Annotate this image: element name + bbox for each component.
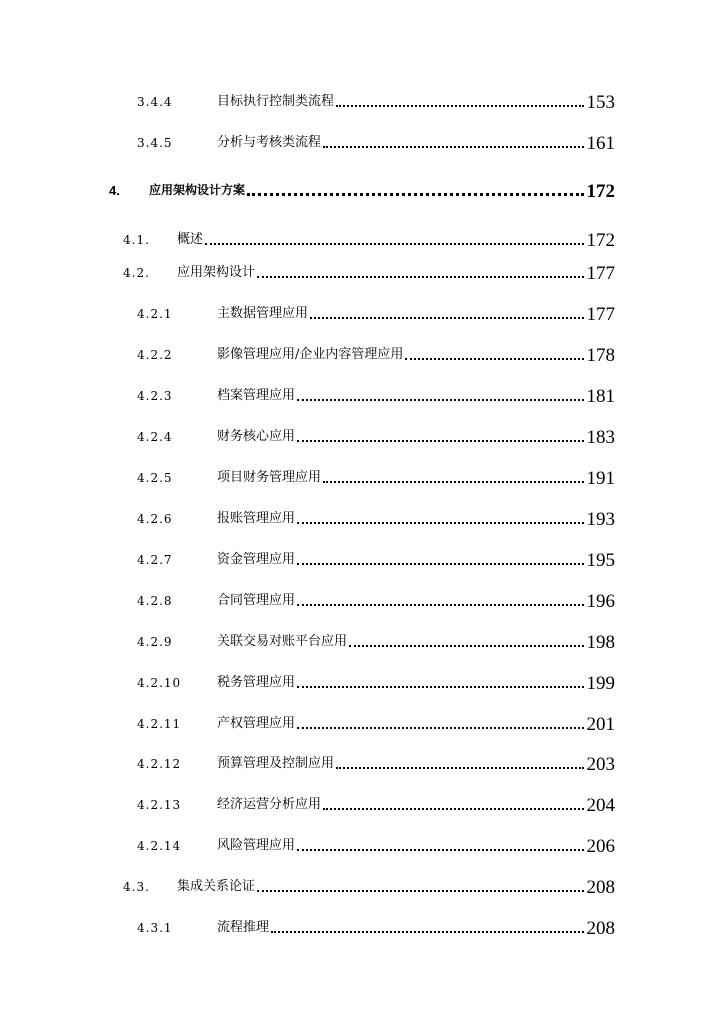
entry-title: 流程推理 bbox=[217, 920, 270, 935]
entry-number: 4.2.13 bbox=[137, 798, 182, 812]
dot-leader bbox=[310, 317, 583, 319]
entry-page: 208 bbox=[586, 877, 615, 897]
entry-title: 目标执行控制类流程 bbox=[217, 94, 335, 109]
entry-title: 应用架构设计 bbox=[177, 265, 256, 280]
entry-number: 4.2.11 bbox=[137, 717, 182, 731]
dot-leader bbox=[297, 399, 583, 401]
toc-entry[interactable] bbox=[123, 255, 615, 283]
entry-title: 主数据管理应用 bbox=[217, 306, 309, 321]
entry-page: 191 bbox=[586, 468, 615, 488]
entry-number: 4.3. bbox=[123, 880, 150, 894]
toc-entry[interactable] bbox=[137, 542, 615, 570]
dot-leader bbox=[297, 440, 583, 442]
entry-number: 4.2.3 bbox=[137, 389, 173, 403]
entry-page: 195 bbox=[586, 550, 615, 570]
dot-leader bbox=[205, 243, 583, 245]
entry-title: 合同管理应用 bbox=[217, 593, 296, 608]
toc-entry[interactable] bbox=[137, 125, 615, 153]
entry-number: 4.2.7 bbox=[137, 553, 173, 567]
toc-entry[interactable] bbox=[137, 624, 615, 652]
entry-page: 172 bbox=[586, 230, 615, 250]
entry-page: 161 bbox=[586, 133, 615, 153]
toc-entry[interactable] bbox=[137, 419, 615, 447]
dot-leader bbox=[323, 808, 583, 810]
entry-title: 关联交易对账平台应用 bbox=[217, 634, 348, 649]
entry-page: 201 bbox=[586, 714, 615, 734]
toc-entry[interactable] bbox=[137, 501, 615, 529]
entry-number: 4.1. bbox=[123, 233, 150, 247]
entry-title: 财务核心应用 bbox=[217, 429, 296, 444]
toc-entry[interactable] bbox=[137, 378, 615, 406]
entry-title: 集成关系论证 bbox=[177, 879, 256, 894]
entry-page: 183 bbox=[586, 427, 615, 447]
entry-title: 概述 bbox=[177, 232, 204, 247]
dot-leader bbox=[336, 767, 583, 769]
entry-number: 4.2.4 bbox=[137, 430, 173, 444]
entry-number: 4.2.14 bbox=[137, 839, 182, 853]
dot-leader bbox=[297, 604, 583, 606]
toc-entry[interactable] bbox=[137, 583, 615, 611]
dot-leader bbox=[349, 645, 583, 647]
toc-entry[interactable] bbox=[137, 337, 615, 365]
entry-title: 资金管理应用 bbox=[217, 552, 296, 567]
dot-leader bbox=[323, 146, 583, 148]
dot-leader bbox=[257, 276, 583, 278]
dot-leader bbox=[257, 890, 583, 892]
entry-page: 198 bbox=[586, 632, 615, 652]
dot-leader bbox=[297, 563, 583, 565]
toc-entry[interactable] bbox=[137, 665, 615, 693]
entry-page: 177 bbox=[586, 304, 615, 324]
entry-title: 风险管理应用 bbox=[217, 838, 296, 853]
entry-number: 4.2.5 bbox=[137, 471, 173, 485]
dot-leader bbox=[336, 105, 583, 107]
entry-page: 178 bbox=[586, 345, 615, 365]
entry-number: 4.2.9 bbox=[137, 635, 173, 649]
entry-page: 172 bbox=[586, 181, 615, 201]
entry-title: 报账管理应用 bbox=[217, 511, 296, 526]
entry-title: 项目财务管理应用 bbox=[217, 470, 322, 485]
entry-page: 177 bbox=[586, 263, 615, 283]
entry-number: 3.4.4 bbox=[137, 95, 173, 109]
entry-number: 4. bbox=[109, 183, 120, 198]
entry-title: 应用架构设计方案 bbox=[149, 183, 246, 197]
toc-entry[interactable] bbox=[137, 296, 615, 324]
dot-leader bbox=[297, 727, 583, 729]
entry-number: 3.4.5 bbox=[137, 136, 173, 150]
entry-title: 产权管理应用 bbox=[217, 716, 296, 731]
entry-number: 4.2.10 bbox=[137, 676, 182, 690]
entry-page: 199 bbox=[586, 673, 615, 693]
dot-leader bbox=[297, 522, 583, 524]
entry-page: 208 bbox=[586, 918, 615, 938]
toc-entry[interactable] bbox=[123, 869, 615, 897]
entry-page: 196 bbox=[586, 591, 615, 611]
dot-leader bbox=[405, 358, 583, 360]
toc-entry[interactable] bbox=[123, 222, 615, 250]
entry-number: 4.3.1 bbox=[137, 921, 173, 935]
dot-leader bbox=[271, 931, 583, 933]
toc-entry[interactable] bbox=[137, 828, 615, 856]
toc-entry[interactable] bbox=[137, 746, 615, 774]
entry-title: 经济运营分析应用 bbox=[217, 797, 322, 812]
entry-number: 4.2.1 bbox=[137, 307, 173, 321]
entry-title: 档案管理应用 bbox=[217, 388, 296, 403]
toc-entry[interactable] bbox=[137, 460, 615, 488]
dot-leader bbox=[297, 849, 583, 851]
entry-page: 206 bbox=[586, 836, 615, 856]
toc-entry[interactable] bbox=[137, 706, 615, 734]
entry-page: 153 bbox=[586, 92, 615, 112]
entry-page: 203 bbox=[586, 754, 615, 774]
entry-title: 预算管理及控制应用 bbox=[217, 756, 335, 771]
entry-number: 4.2. bbox=[123, 266, 150, 280]
entry-number: 4.2.8 bbox=[137, 594, 173, 608]
entry-title: 分析与考核类流程 bbox=[217, 135, 322, 150]
entry-title: 影像管理应用/企业内容管理应用 bbox=[217, 347, 404, 362]
toc-entry[interactable] bbox=[137, 84, 615, 112]
toc-entry[interactable] bbox=[109, 173, 615, 201]
dot-leader bbox=[297, 686, 583, 688]
entry-page: 193 bbox=[586, 509, 615, 529]
entry-number: 4.2.2 bbox=[137, 348, 173, 362]
entry-number: 4.2.6 bbox=[137, 512, 173, 526]
toc-entry[interactable] bbox=[137, 910, 615, 938]
dot-leader bbox=[323, 481, 583, 483]
toc-entry[interactable] bbox=[137, 787, 615, 815]
entry-number: 4.2.12 bbox=[137, 757, 182, 771]
entry-page: 204 bbox=[586, 795, 615, 815]
entry-page: 181 bbox=[586, 386, 615, 406]
dot-leader bbox=[247, 193, 583, 196]
entry-title: 税务管理应用 bbox=[217, 675, 296, 690]
